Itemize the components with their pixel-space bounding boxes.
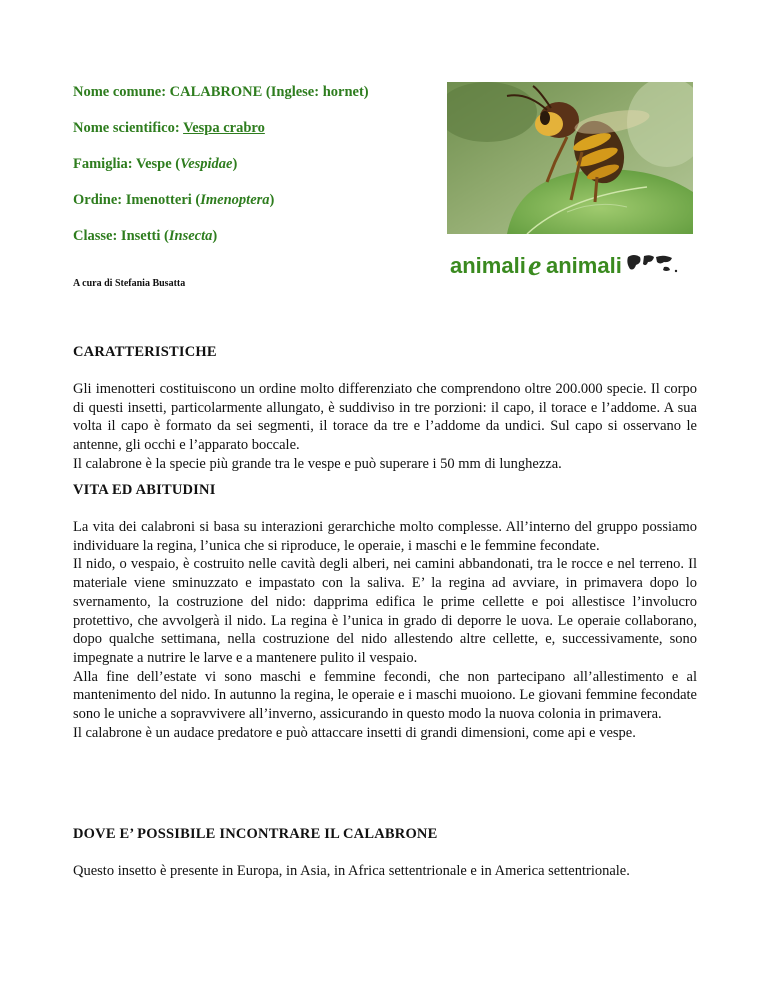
section-dove	[73, 825, 697, 881]
family-line: Famiglia: Vespe (Vespidae)	[73, 156, 238, 172]
class-line: Classe: Insetti (Insecta)	[73, 228, 218, 244]
svg-text:animali: animali	[450, 253, 526, 278]
section-title: CARATTERISTICHE	[73, 344, 217, 360]
paragraph: Il calabrone è la specie più grande tra le vespe e può superare i 50 mm di lunghezza.	[73, 455, 562, 472]
common-name: Nome comune: CALABRONE (Inglese: hornet)	[73, 84, 369, 100]
paragraph: Alla fine dell’estate vi sono maschi e femmine fecondi, che non partecipano all’allestimento e al mantenimento del nido. In autunno la regina, le operaie e i maschi muoiono. Le giovani femmine fecondate sono le uniche a sopravvivere all’inverno, assicurando in questo modo la nuova colonia in primavera.	[73, 668, 697, 723]
species-info	[73, 82, 433, 262]
author-credit: A cura di Stefania Busatta	[73, 278, 186, 289]
section-vita-ed-abitudini	[73, 481, 697, 742]
section-title: VITA ED ABITUDINI	[73, 482, 216, 498]
section-caratteristiche	[73, 343, 697, 474]
order-line: Ordine: Imenotteri (Imenoptera)	[73, 192, 275, 208]
paragraph: Il calabrone è un audace predatore e può attaccare insetti di grandi dimensioni, come api e vespe.	[73, 724, 636, 741]
scientific-name-line: Nome scientifico: Vespa crabro	[73, 120, 265, 136]
paragraph: Il nido, o vespaio, è costruito nelle cavità degli alberi, nei camini abbandonati, tra le rocce e nel terreno. Il materiale viene sminuzzato e impastato con la saliva. E’ la regina ad avviare, in primavera dopo lo svernamento, la costruzione del nido: dapprima edifica le prime cellette e poi allestisce l’involucro protettivo, che avvolgerà il nido. La regina è l’unica in grado di deporre le uova. Le operaie collaborano, dopo qualche settimana, nella costruzione del nido allestendo altre cellette, e, successivamente, sono impegnate a nutrire le larve e a mantenere pulito il vespaio.	[73, 556, 697, 666]
world-map-icon	[627, 255, 677, 272]
hornet-photo	[447, 82, 693, 234]
paragraph: Gli imenotteri costituiscono un ordine molto differenziato che comprendono oltre 200.000 specie. Il corpo di questi insetti, particolarmente allungato, è suddiviso in tre porzioni: il capo, il torace e l’addome. A sua volta il capo è formato da sei segmenti, il torace da tre e l’addome da undici. Sul capo si osservano le antenne, gli occhi e l’apparato boccale.	[73, 381, 697, 454]
animalieanimali-logo	[450, 247, 690, 283]
scientific-name-link[interactable]: Vespa crabro	[183, 120, 265, 136]
svg-text:e: e	[528, 249, 542, 282]
section-title: DOVE E’ POSSIBILE INCONTRARE IL CALABRONE	[73, 826, 438, 842]
paragraph: La vita dei calabroni si basa su interazioni gerarchiche molto complesse. All’interno del gruppo possiamo individuare la regina, l’unica che si riproduce, le operaie, i maschi e le femmine fecondate.	[73, 519, 697, 554]
svg-text:animali: animali	[546, 253, 622, 278]
paragraph: Questo insetto è presente in Europa, in Asia, in Africa settentrionale e in America settentrionale.	[73, 863, 630, 879]
